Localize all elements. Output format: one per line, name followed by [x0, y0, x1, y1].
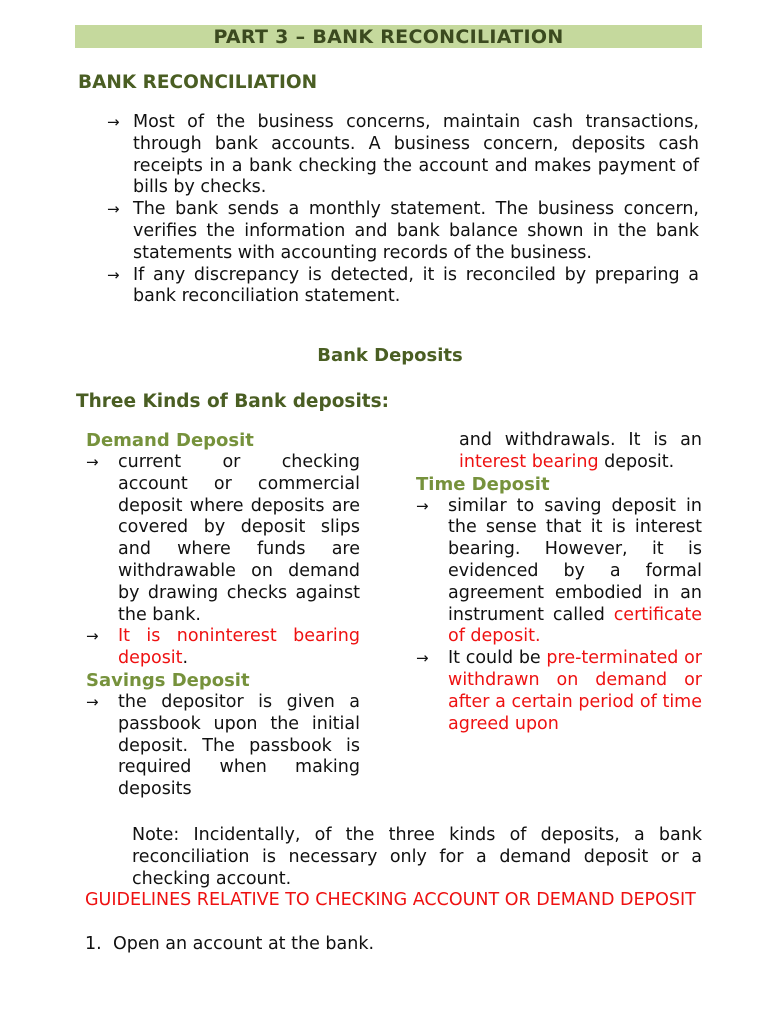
intro-bullet-list: [107, 112, 699, 308]
demand-deposit-title: Demand Deposit: [86, 430, 254, 451]
intro-bullet-2: [107, 199, 699, 264]
guideline-number: 1.: [85, 934, 102, 954]
pre-terminated-highlight: pre-terminated or withdrawn on demand or after a certain period of time agreed upon: [448, 648, 702, 734]
certificate-of-deposit-highlight: certificate of deposit.: [448, 604, 702, 647]
right-column: [416, 430, 702, 735]
arrow-icon: →: [107, 113, 120, 131]
part-title-banner: [75, 25, 702, 48]
left-column: [86, 430, 360, 801]
part-title: PART 3 – BANK RECONCILIATION: [213, 25, 564, 48]
savings-continued-end: deposit.: [598, 451, 675, 472]
arrow-icon: →: [107, 200, 120, 219]
note-paragraph: Note: Incidentally, of the three kinds of deposits, a bank reconciliation is necessary only for a demand deposit or a checking account.: [132, 825, 702, 889]
guideline-item-1: [85, 933, 374, 955]
demand-deposit-item-2: [86, 626, 360, 670]
time-deposit-title: Time Deposit: [416, 473, 550, 495]
arrow-icon: →: [86, 627, 99, 646]
intro-bullet-text: If any discrepancy is detected, it is reconciled by preparing a bank reconciliation statement.: [133, 264, 699, 307]
time-deposit-text-2: It could be: [448, 648, 547, 669]
section-title: BANK RECONCILIATION: [78, 72, 318, 93]
intro-bullet-3: [107, 265, 699, 309]
arrow-icon: →: [107, 265, 120, 284]
noninterest-note: It is noninterest bearing deposit: [118, 626, 360, 669]
time-deposit-item-1: [416, 496, 702, 649]
guideline-text: Open an account at the bank.: [113, 934, 375, 954]
time-deposit-item-2: [416, 648, 702, 735]
arrow-icon: →: [86, 692, 99, 711]
interest-bearing-highlight: interest bearing: [459, 451, 599, 472]
savings-continued-text: and withdrawals. It is an: [459, 430, 702, 450]
savings-deposit-continued: [416, 430, 702, 474]
bank-deposits-heading: Bank Deposits: [317, 345, 463, 366]
arrow-icon: →: [86, 453, 99, 471]
three-kinds-heading: Three Kinds of Bank deposits:: [76, 391, 390, 412]
savings-deposit-text: the depositor is given a passbook upon the initial deposit. The passbook is required when making deposits: [118, 691, 360, 800]
intro-bullet-text: Most of the business concerns, maintain cash transactions, through bank accounts. A business concern, deposits cash receipts in a bank checking the account and makes payment of bills by checks.: [133, 112, 699, 198]
arrow-icon: →: [416, 649, 429, 668]
demand-deposit-text: current or checking account or commercial deposit where deposits are covered by deposit slips and where funds are withdrawable on demand by drawing checks against the bank.: [118, 452, 360, 625]
demand-deposit-item-1: [86, 452, 360, 626]
intro-bullet-text: The bank sends a monthly statement. The business concern, verifies the information and bank balance shown in the bank statements with accounting records of the business.: [133, 199, 699, 263]
arrow-icon: →: [416, 496, 429, 515]
guidelines-heading: GUIDELINES RELATIVE TO CHECKING ACCOUNT OR DEMAND DEPOSIT: [85, 890, 696, 910]
savings-deposit-title: Savings Deposit: [86, 669, 250, 691]
intro-bullet-1: [107, 112, 699, 199]
time-deposit-text: similar to saving deposit in the sense that it is interest bearing. However, it is evidenced by a formal agreement embodied in an instrument called: [448, 495, 702, 625]
savings-deposit-item-1: [86, 692, 360, 801]
noninterest-note-end: .: [182, 648, 189, 669]
